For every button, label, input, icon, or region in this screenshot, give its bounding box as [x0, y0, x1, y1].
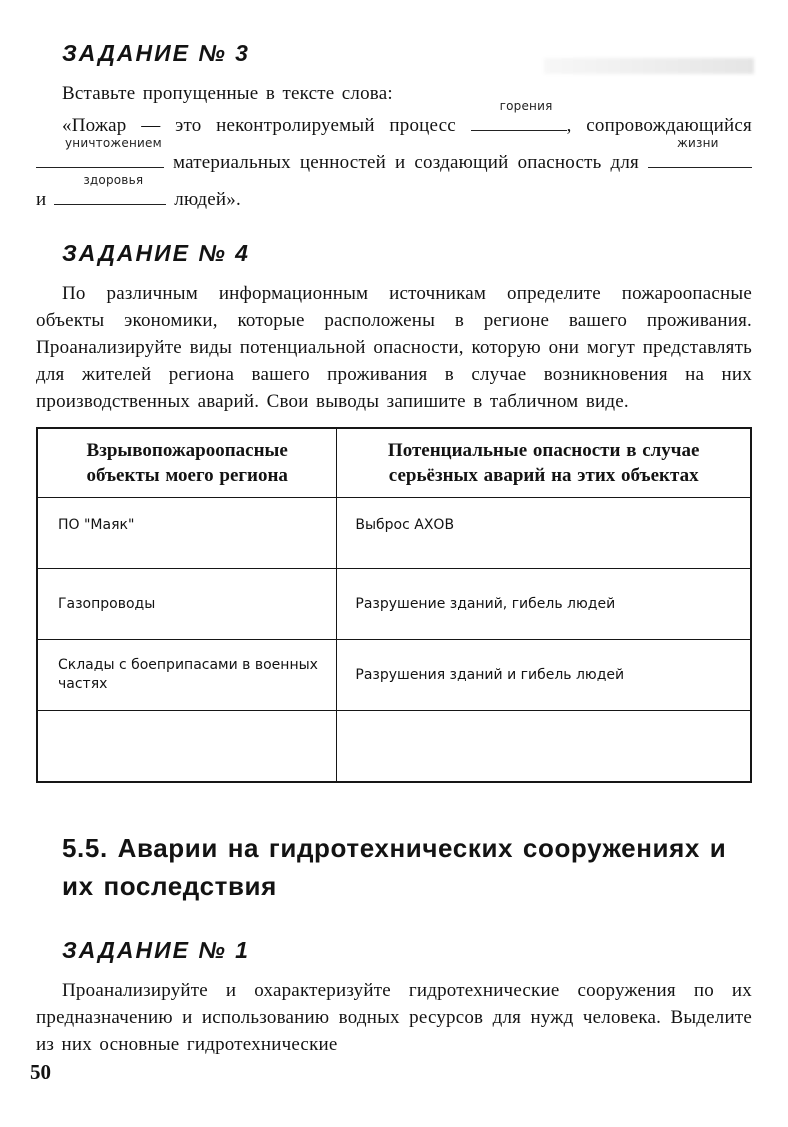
handwritten-answer-4: здоровья — [83, 173, 144, 187]
handwritten-answer-3: жизни — [677, 136, 719, 150]
object-cell-4 — [37, 711, 337, 782]
handwritten-answer-1: горения — [499, 99, 553, 113]
task4-instructions: По различным информационным источникам определите пожароопасные объекты экономики, которые расположены в регионе вашего проживания. Проанализируйте виды потенциальной опасности, которую они могут представлять для жителей региона вашего проживания в случае возникновения на них производственных аварий. Свои выводы запишите в табличном виде. — [36, 283, 752, 412]
table-header-dangers: Потенциальные опасности в случае серьёзных аварий на этих объектах — [337, 428, 751, 498]
scan-artifact — [544, 58, 754, 74]
table-row — [37, 640, 751, 711]
page-number: 50 — [30, 1060, 51, 1084]
handwritten-answer-2: уничтожением — [65, 136, 162, 150]
table-header-objects: Взрывопожароопасные объекты моего региона — [37, 428, 337, 498]
table-row — [37, 498, 751, 569]
task3-fill-text — [36, 99, 752, 218]
table-row — [37, 569, 751, 640]
task1-instructions: Проанализируйте и охарактеризуйте гидротехнические сооружения по их предназначению и использованию водных ресурсов для нужд человека. Выделите из них основные гидротехнические — [36, 979, 752, 1055]
fill-part-4: и — [36, 189, 47, 210]
fill-part-3: материальных ценностей и создающий опасность для — [173, 152, 639, 173]
task3-title: ЗАДАНИЕ № 3 — [62, 40, 250, 66]
table-header-row — [37, 428, 751, 498]
task4-title: ЗАДАНИЕ № 4 — [62, 240, 250, 266]
danger-cell-1: Выброс АХОВ — [337, 498, 751, 569]
task1-title: ЗАДАНИЕ № 1 — [62, 936, 250, 963]
object-cell-1: ПО "Маяк" — [37, 498, 337, 569]
danger-cell-3: Разрушения зданий и гибель людей — [337, 640, 751, 711]
fill-part-1: «Пожар — это неконтролируемый процесс — [62, 115, 456, 136]
hazards-table — [36, 427, 752, 783]
blank-gorenia — [471, 99, 567, 131]
blank-zdorovya — [54, 173, 166, 205]
table-row — [37, 711, 751, 782]
object-cell-2: Газопроводы — [37, 569, 337, 640]
task3-intro: Вставьте пропущенные в тексте слова: — [62, 83, 393, 104]
fill-part-2: , сопровождающийся — [566, 115, 752, 136]
danger-cell-2: Разрушение зданий, гибель людей — [337, 569, 751, 640]
section-5-5-title: 5.5. Аварии на гидротехнических сооружениях и их последствия — [62, 832, 727, 901]
blank-zhizni — [648, 136, 752, 168]
fill-part-5: людей». — [174, 189, 241, 210]
object-cell-3: Склады с боеприпасами в военных частях — [37, 640, 337, 711]
danger-cell-4 — [337, 711, 751, 782]
